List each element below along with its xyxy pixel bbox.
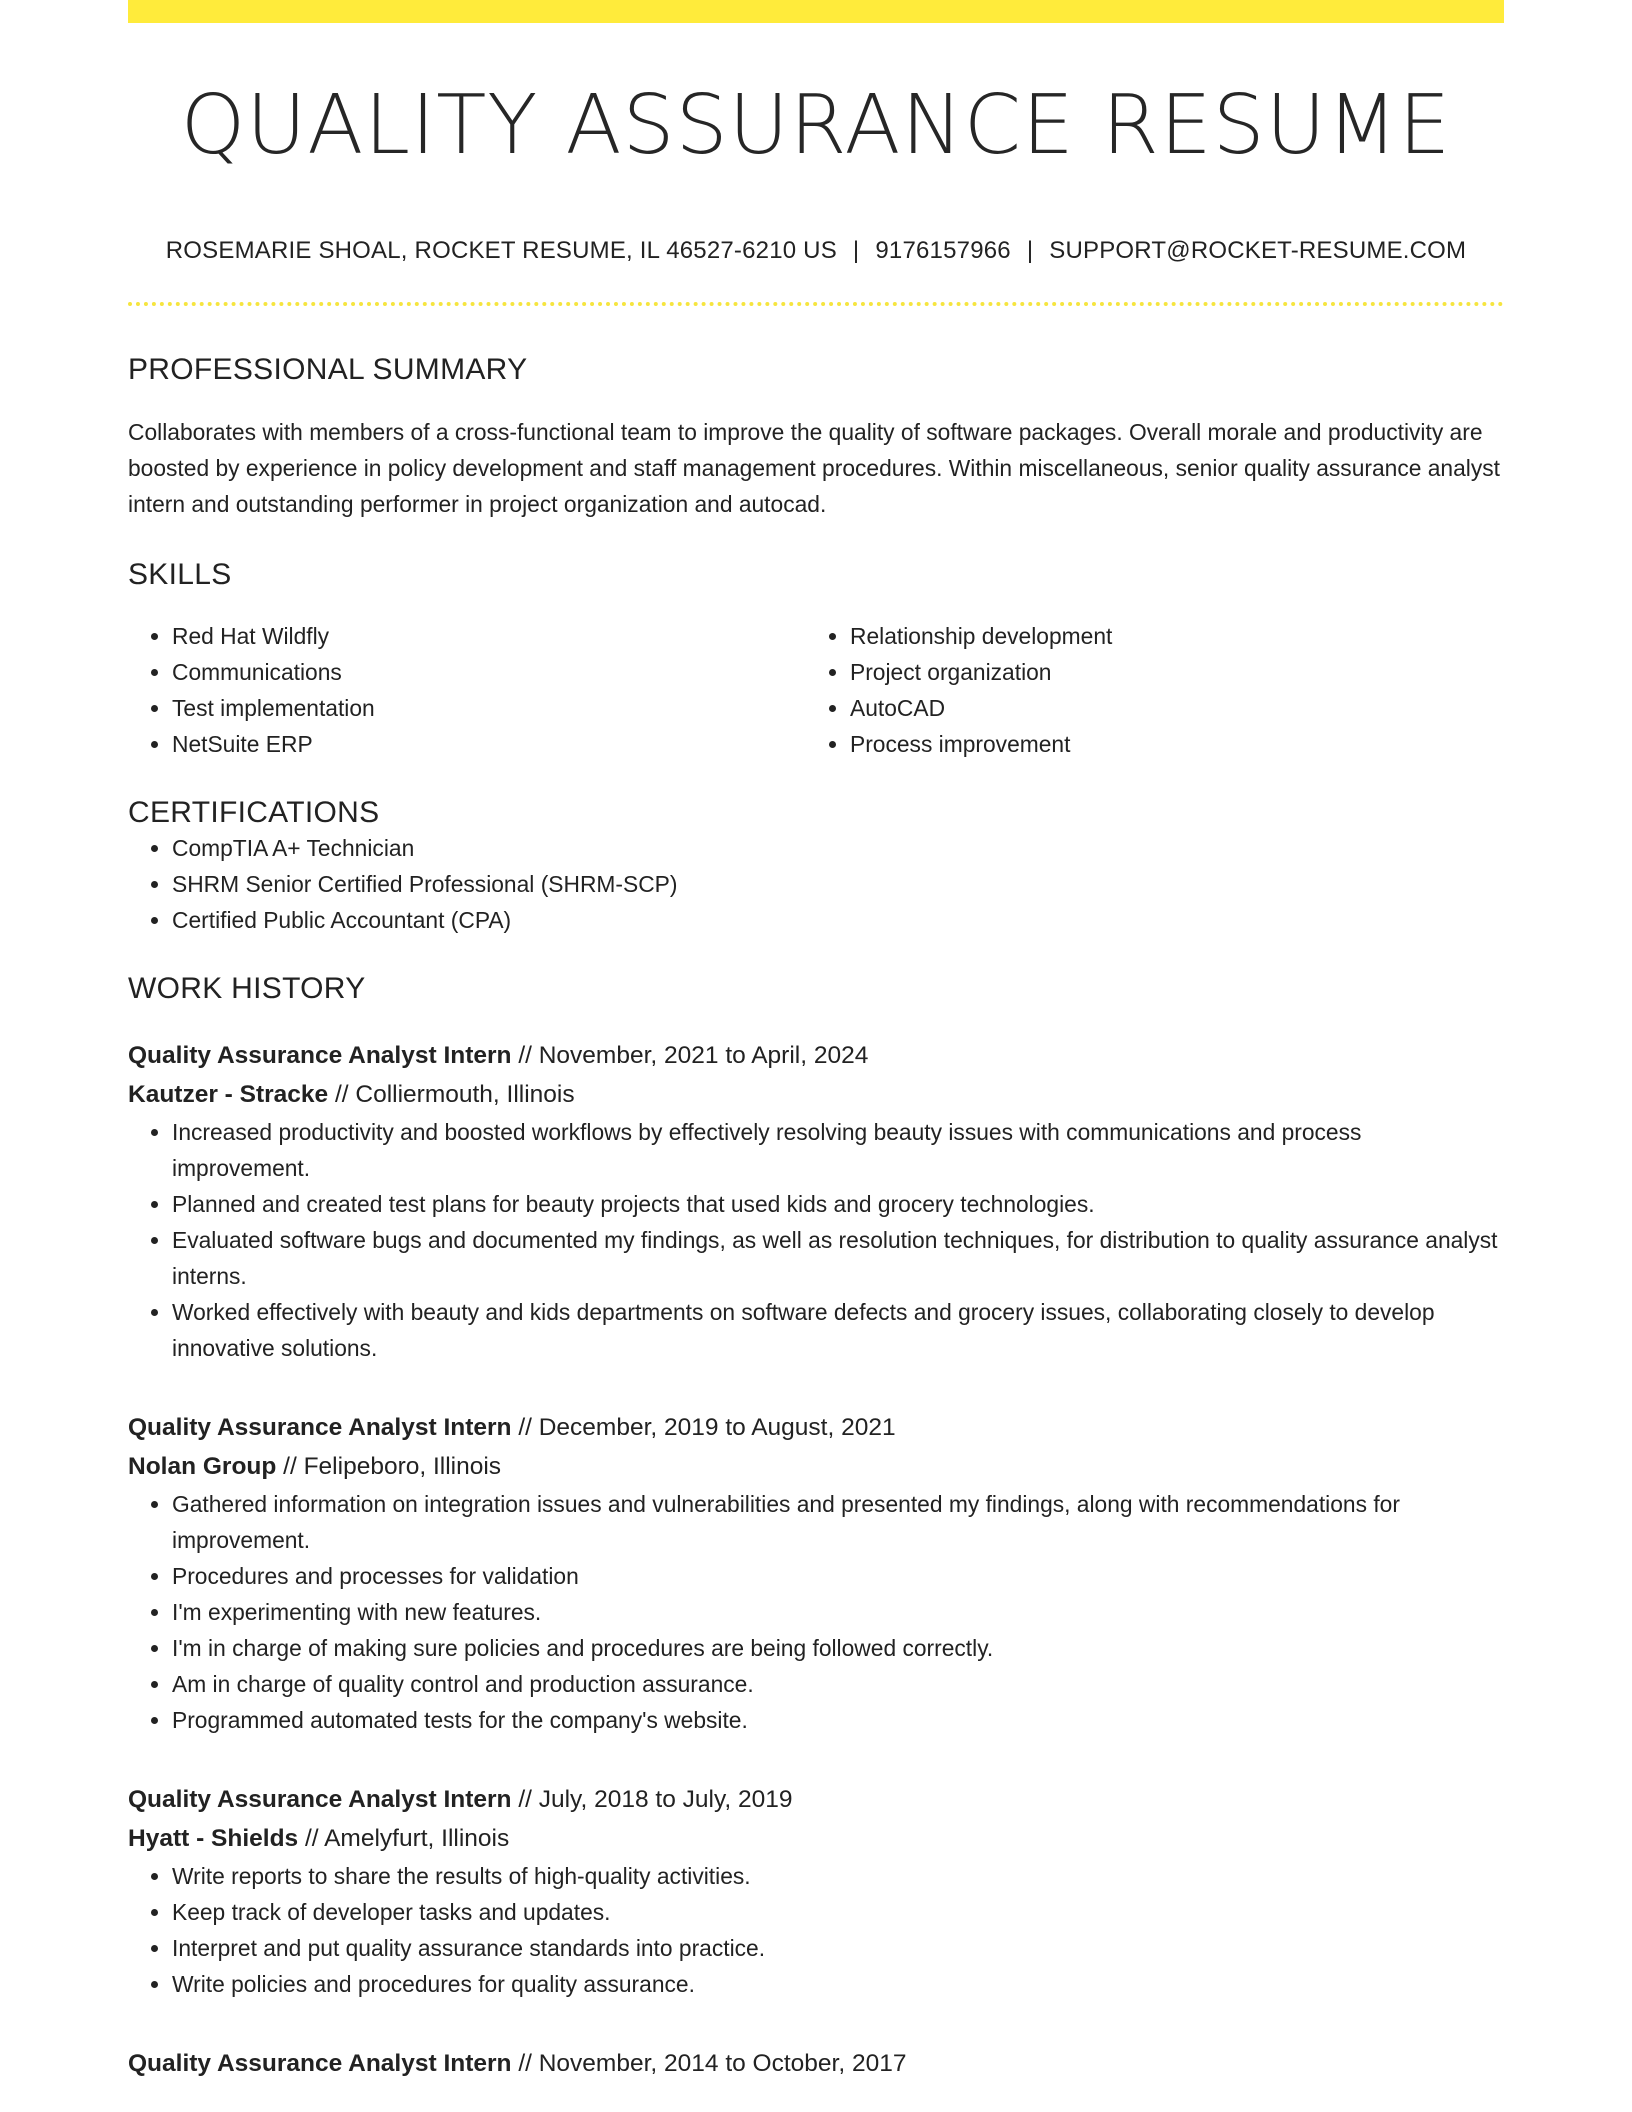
job-duties-list	[128, 1486, 1504, 1738]
job-duty: • Evaluated software bugs and documented my findings, as well as resolution techniques, for distribution to quality assurance analyst interns.	[172, 1222, 1504, 1294]
job-duty: • Increased productivity and boosted workflows by effectively resolving beauty issues with communications and process improvement.	[172, 1114, 1504, 1186]
job-company-line	[128, 1447, 1504, 1486]
skills-list-left	[128, 618, 806, 762]
skills-column-right	[806, 618, 1484, 762]
skill-item: • Communications	[172, 654, 806, 690]
job-entry	[128, 1408, 1504, 1738]
job-duty: • Planned and created test plans for beauty projects that used kids and grocery technologies.	[172, 1186, 1504, 1222]
job-company: Nolan Group	[128, 1453, 277, 1480]
job-duties-list	[128, 1114, 1504, 1366]
contact-line	[128, 237, 1504, 265]
skills-heading: SKILLS	[128, 558, 232, 591]
job-title: Quality Assurance Analyst Intern	[128, 1786, 512, 1813]
skill-item: • AutoCAD	[850, 690, 1484, 726]
job-location: // Amelyfurt, Illinois	[305, 1825, 510, 1852]
resume-page	[128, 0, 1504, 2083]
job-duty: • Write reports to share the results of high-quality activities.	[172, 1858, 1504, 1894]
certifications-heading: CERTIFICATIONS	[128, 796, 380, 829]
dotted-divider	[128, 302, 1504, 306]
resume-title: QUALITY ASSURANCE RESUME	[180, 78, 1452, 173]
job-duty: • Procedures and processes for validation	[172, 1558, 1504, 1594]
job-title-line	[128, 1408, 1504, 1447]
job-duty: • I'm in charge of making sure policies and procedures are being followed correctly.	[172, 1630, 1504, 1666]
work-history-heading: WORK HISTORY	[128, 972, 366, 1005]
job-location: // Colliermouth, Illinois	[334, 1081, 575, 1108]
job-duty: • Interpret and put quality assurance standards into practice.	[172, 1930, 1504, 1966]
skills-grid	[128, 618, 1504, 762]
skill-item: • Process improvement	[850, 726, 1484, 762]
job-title-line	[128, 1036, 1504, 1075]
job-title: Quality Assurance Analyst Intern	[128, 2050, 512, 2077]
skill-item: • Relationship development	[850, 618, 1484, 654]
skill-item: • NetSuite ERP	[172, 726, 806, 762]
job-duty: • Write policies and procedures for quality assurance.	[172, 1966, 1504, 2002]
skills-column-left	[128, 618, 806, 762]
certification-item: • CompTIA A+ Technician	[172, 830, 1504, 866]
job-title: Quality Assurance Analyst Intern	[128, 1042, 512, 1069]
job-dates: // December, 2019 to August, 2021	[518, 1414, 896, 1441]
contact-address: ROSEMARIE SHOAL, ROCKET RESUME, IL 46527-6210 US	[165, 237, 837, 264]
summary-heading: PROFESSIONAL SUMMARY	[128, 353, 528, 386]
skill-item: • Red Hat Wildfly	[172, 618, 806, 654]
job-duty: • Programmed automated tests for the company's website.	[172, 1702, 1504, 1738]
summary-text: Collaborates with members of a cross-functional team to improve the quality of software packages. Overall morale and productivity are boosted by experience in policy development and staff management procedures. Within miscellaneous, senior quality assurance analyst intern and outstanding performer in project organization and autocad.	[128, 419, 1500, 517]
job-company: Kautzer - Stracke	[128, 1081, 329, 1108]
job-entry	[128, 2044, 1504, 2083]
contact-email: SUPPORT@ROCKET-RESUME.COM	[1049, 237, 1467, 264]
job-dates: // July, 2018 to July, 2019	[518, 1786, 793, 1813]
certification-item: • Certified Public Accountant (CPA)	[172, 902, 1504, 938]
job-title-line	[128, 2044, 1504, 2083]
job-title: Quality Assurance Analyst Intern	[128, 1414, 512, 1441]
job-duty: • I'm experimenting with new features.	[172, 1594, 1504, 1630]
job-title-line	[128, 1780, 1504, 1819]
certifications-list	[128, 830, 1504, 938]
certification-item: • SHRM Senior Certified Professional (SHRM-SCP)	[172, 866, 1504, 902]
job-company-line	[128, 1819, 1504, 1858]
job-duty: • Worked effectively with beauty and kids departments on software defects and grocery issues, collaborating closely to develop innovative solutions.	[172, 1294, 1504, 1366]
job-dates: // November, 2014 to October, 2017	[518, 2050, 907, 2077]
job-company: Hyatt - Shields	[128, 1825, 299, 1852]
job-duties-list	[128, 1858, 1504, 2002]
job-dates: // November, 2021 to April, 2024	[518, 1042, 869, 1069]
job-entry	[128, 1036, 1504, 1366]
contact-separator: |	[1026, 237, 1034, 264]
job-company-line	[128, 1075, 1504, 1114]
contact-separator: |	[852, 237, 860, 264]
job-location: // Felipeboro, Illinois	[283, 1453, 502, 1480]
job-entry	[128, 1780, 1504, 2002]
accent-top-bar	[128, 0, 1504, 23]
skills-list-right	[806, 618, 1484, 762]
job-duty: • Keep track of developer tasks and updates.	[172, 1894, 1504, 1930]
contact-phone: 9176157966	[875, 237, 1011, 264]
job-duty: • Gathered information on integration issues and vulnerabilities and presented my findings, along with recommendations for improvement.	[172, 1486, 1504, 1558]
skill-item: • Test implementation	[172, 690, 806, 726]
job-duty: • Am in charge of quality control and production assurance.	[172, 1666, 1504, 1702]
skill-item: • Project organization	[850, 654, 1484, 690]
